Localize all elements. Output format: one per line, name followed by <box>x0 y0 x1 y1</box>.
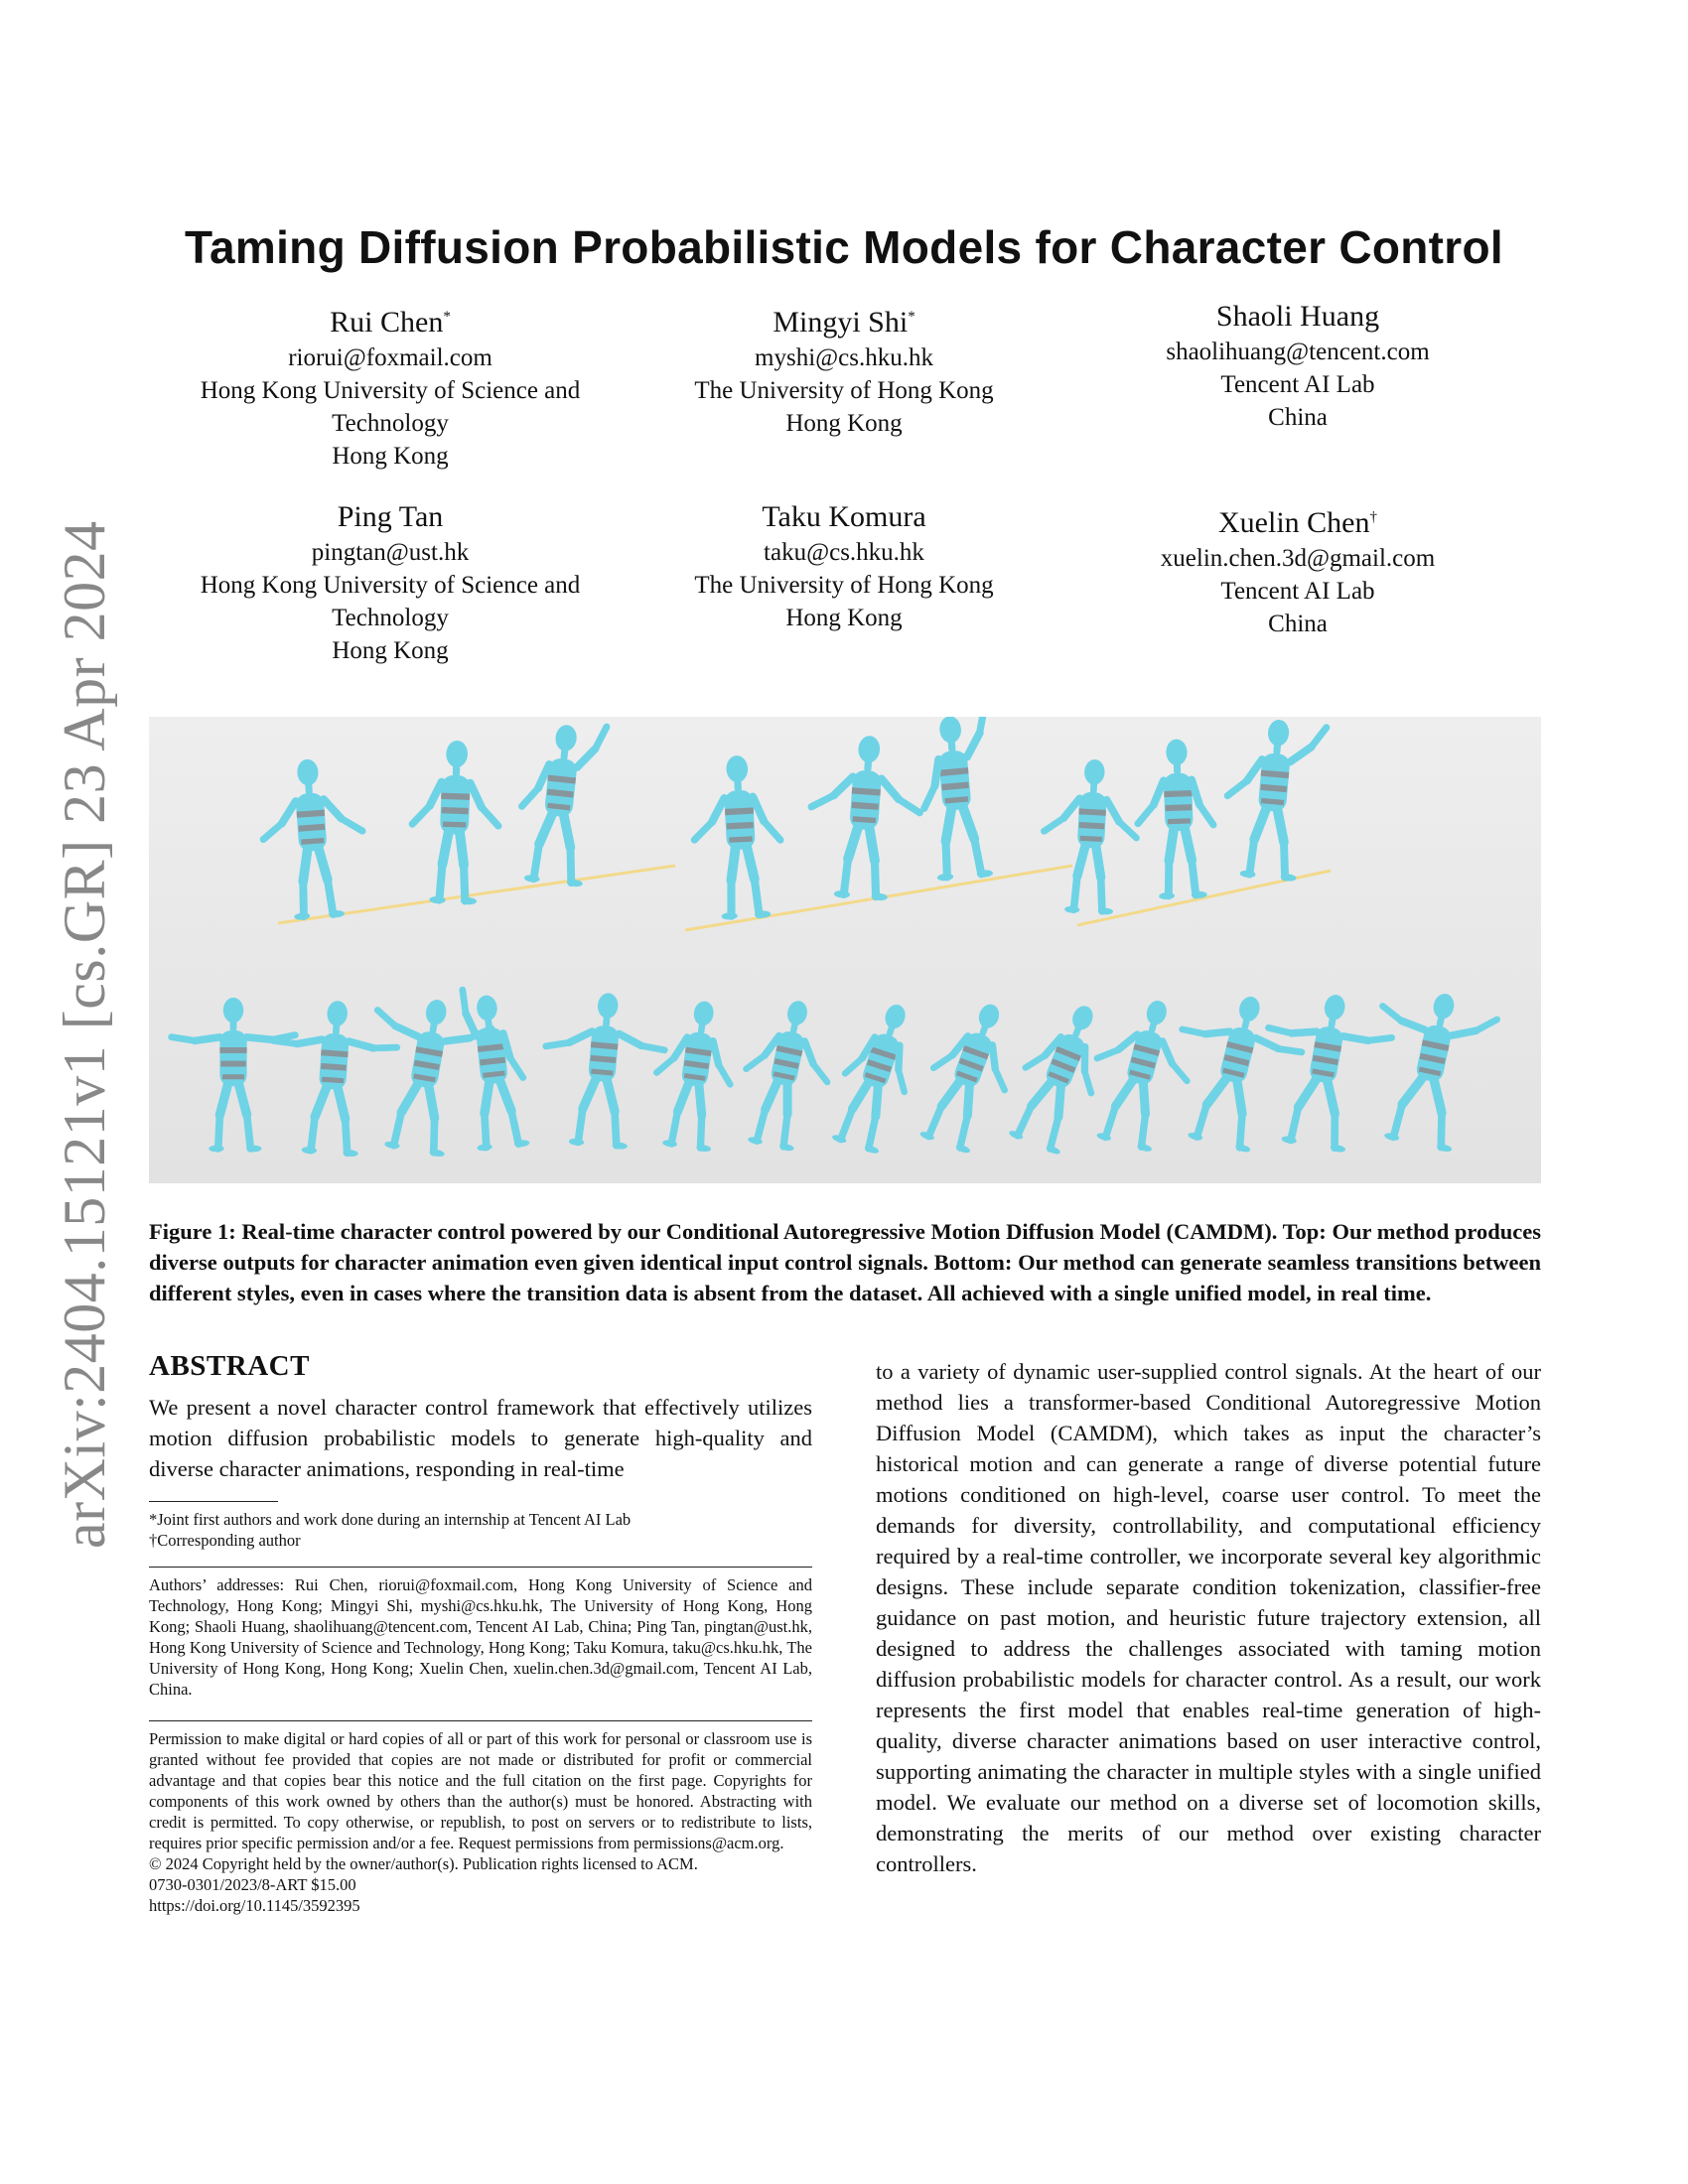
author-affiliation: Hong Kong <box>785 410 903 437</box>
address-block <box>149 1574 812 1700</box>
author-email: xuelin.chen.3d@gmail.com <box>1160 545 1436 572</box>
address-rule <box>149 1567 812 1568</box>
author-affiliation: Technology <box>332 410 449 437</box>
author-name: Xuelin Chen <box>1218 506 1370 539</box>
author-mark: † <box>1369 509 1377 525</box>
author-affiliation: Hong Kong <box>332 637 449 664</box>
teaser-illustration <box>149 717 1541 1183</box>
author-affiliation: Tencent AI Lab <box>1220 371 1375 398</box>
author-name: Ping Tan <box>337 500 444 533</box>
author-affiliation: China <box>1268 611 1328 637</box>
author-email: myshi@cs.hku.hk <box>755 344 933 371</box>
author-affiliation: The University of Hong Kong <box>694 572 994 599</box>
footnote-rule <box>149 1501 278 1502</box>
permission-statement: Permission to make digital or hard copies of all or part of this work for personal or classroom use is granted without fee provided that copies are not made or distributed for profit or commercial advantage and that copies bear this notice and the full citation on the first page. Copyrights for components of this work owned by others than the author(s) must be honored. Abstracting with credit is permitted. To copy otherwise, or republish, to post on servers or to redistribute to lists, requires prior specific permission and/or a fee. Request permissions from permissions@acm.org. <box>149 1729 812 1852</box>
author-name: Taku Komura <box>762 500 926 533</box>
author-affiliation: Hong Kong University of Science and <box>200 572 581 599</box>
author-name: Mingyi Shi <box>773 306 909 339</box>
author-email: riorui@foxmail.com <box>288 344 492 371</box>
author-mark: * <box>908 309 915 325</box>
author-block <box>162 298 619 473</box>
author-block <box>162 498 619 667</box>
paper-title: Taming Diffusion Probabilistic Models for Character Control <box>185 221 1503 273</box>
author-email: taku@cs.hku.hk <box>764 539 924 566</box>
arxiv-stamp: arXiv:2404.15121v1 [cs.GR] 23 Apr 2024 <box>52 520 117 1549</box>
author-name: Shaoli Huang <box>1215 300 1380 333</box>
author-addresses: Authors’ addresses: Rui Chen, riorui@foxmail.com, Hong Kong University of Science and Technology, Hong Kong; Mingyi Shi, myshi@cs.hku.hk, The University of Hong Kong, Hong Kong; Shaoli Huang, shaolihuang@tencent.com, Tencent AI Lab, China; Ping Tan, pingtan@ust.hk, Hong Kong University of Science and Technology, Hong Kong; Taku Komura, taku@cs.hku.hk, The University of Hong Kong, Hong Kong; Xuelin Chen, xuelin.chen.3d@gmail.com, Tencent AI Lab, China. <box>149 1575 812 1699</box>
joint-author-note: *Joint first authors and work done during an internship at Tencent AI Lab <box>149 1510 632 1529</box>
abstract-left-column: We present a novel character control framework that effectively utilizes motion diffusion probabilistic models to generate high-quality and diverse character animations, responding in real-time <box>149 1395 812 1481</box>
author-affiliation: China <box>1268 404 1328 431</box>
abstract-right-column: to a variety of dynamic user-supplied control signals. At the heart of our method lies a transformer-based Conditional Autoregressive Motion Diffusion Model (CAMDM), which takes as input the character’s historical motion and can generate a range of diverse potential future motions conditioned on high-level, coarse user control. To meet the demands for diversity, controllability, and computational efficiency required by a real-time controller, we incorporate several key algorithmic designs. These include separate condition tokenization, classifier-free guidance on past motion, and heuristic future trajectory extension, all designed to address the challenges associated with taming motion diffusion probabilistic models for character control. As a result, our work represents the first model that enables real-time generation of high-quality, diverse character animations based on user interactive control, supporting animating the character in multiple styles with a single unified model. We evaluate our method on a diverse set of locomotion skills, demonstrating the merits of our method over existing character controllers. <box>876 1359 1541 1876</box>
author-block <box>616 298 1072 440</box>
teaser-figure <box>149 717 1541 1183</box>
author-affiliation: Tencent AI Lab <box>1220 578 1375 605</box>
permission-block <box>149 1728 812 1916</box>
issn-line: 0730-0301/2023/8-ART $15.00 <box>149 1875 356 1894</box>
author-affiliation: Technology <box>332 605 449 631</box>
author-affiliation: Hong Kong University of Science and <box>200 377 581 404</box>
corresponding-author-note: †Corresponding author <box>149 1531 301 1550</box>
author-affiliation: Hong Kong <box>785 605 903 631</box>
author-email: shaolihuang@tencent.com <box>1166 339 1430 365</box>
author-block <box>616 498 1072 634</box>
abstract-heading: ABSTRACT <box>149 1350 310 1382</box>
author-affiliation: Hong Kong <box>332 443 449 470</box>
footnote-block <box>149 1509 812 1551</box>
doi-link[interactable]: https://doi.org/10.1145/3592395 <box>149 1896 360 1915</box>
copyright-line: © 2024 Copyright held by the owner/author(s). Publication rights licensed to ACM. <box>149 1854 698 1873</box>
author-name: Rui Chen <box>330 306 444 339</box>
author-block <box>1069 298 1526 434</box>
author-affiliation: The University of Hong Kong <box>694 377 994 404</box>
author-block <box>1069 498 1526 640</box>
figure-caption: Figure 1: Real-time character control powered by our Conditional Autoregressive Motion Diffusion Model (CAMDM). Top: Our method produces diverse outputs for character animation even given identical input control signals. Bottom: Our method can generate seamless transitions between different styles, even in cases where the transition data is absent from the dataset. All achieved with a single unified model, in real time. <box>149 1219 1541 1305</box>
author-email: pingtan@ust.hk <box>311 539 470 566</box>
permission-rule <box>149 1720 812 1721</box>
author-mark: * <box>443 309 451 325</box>
